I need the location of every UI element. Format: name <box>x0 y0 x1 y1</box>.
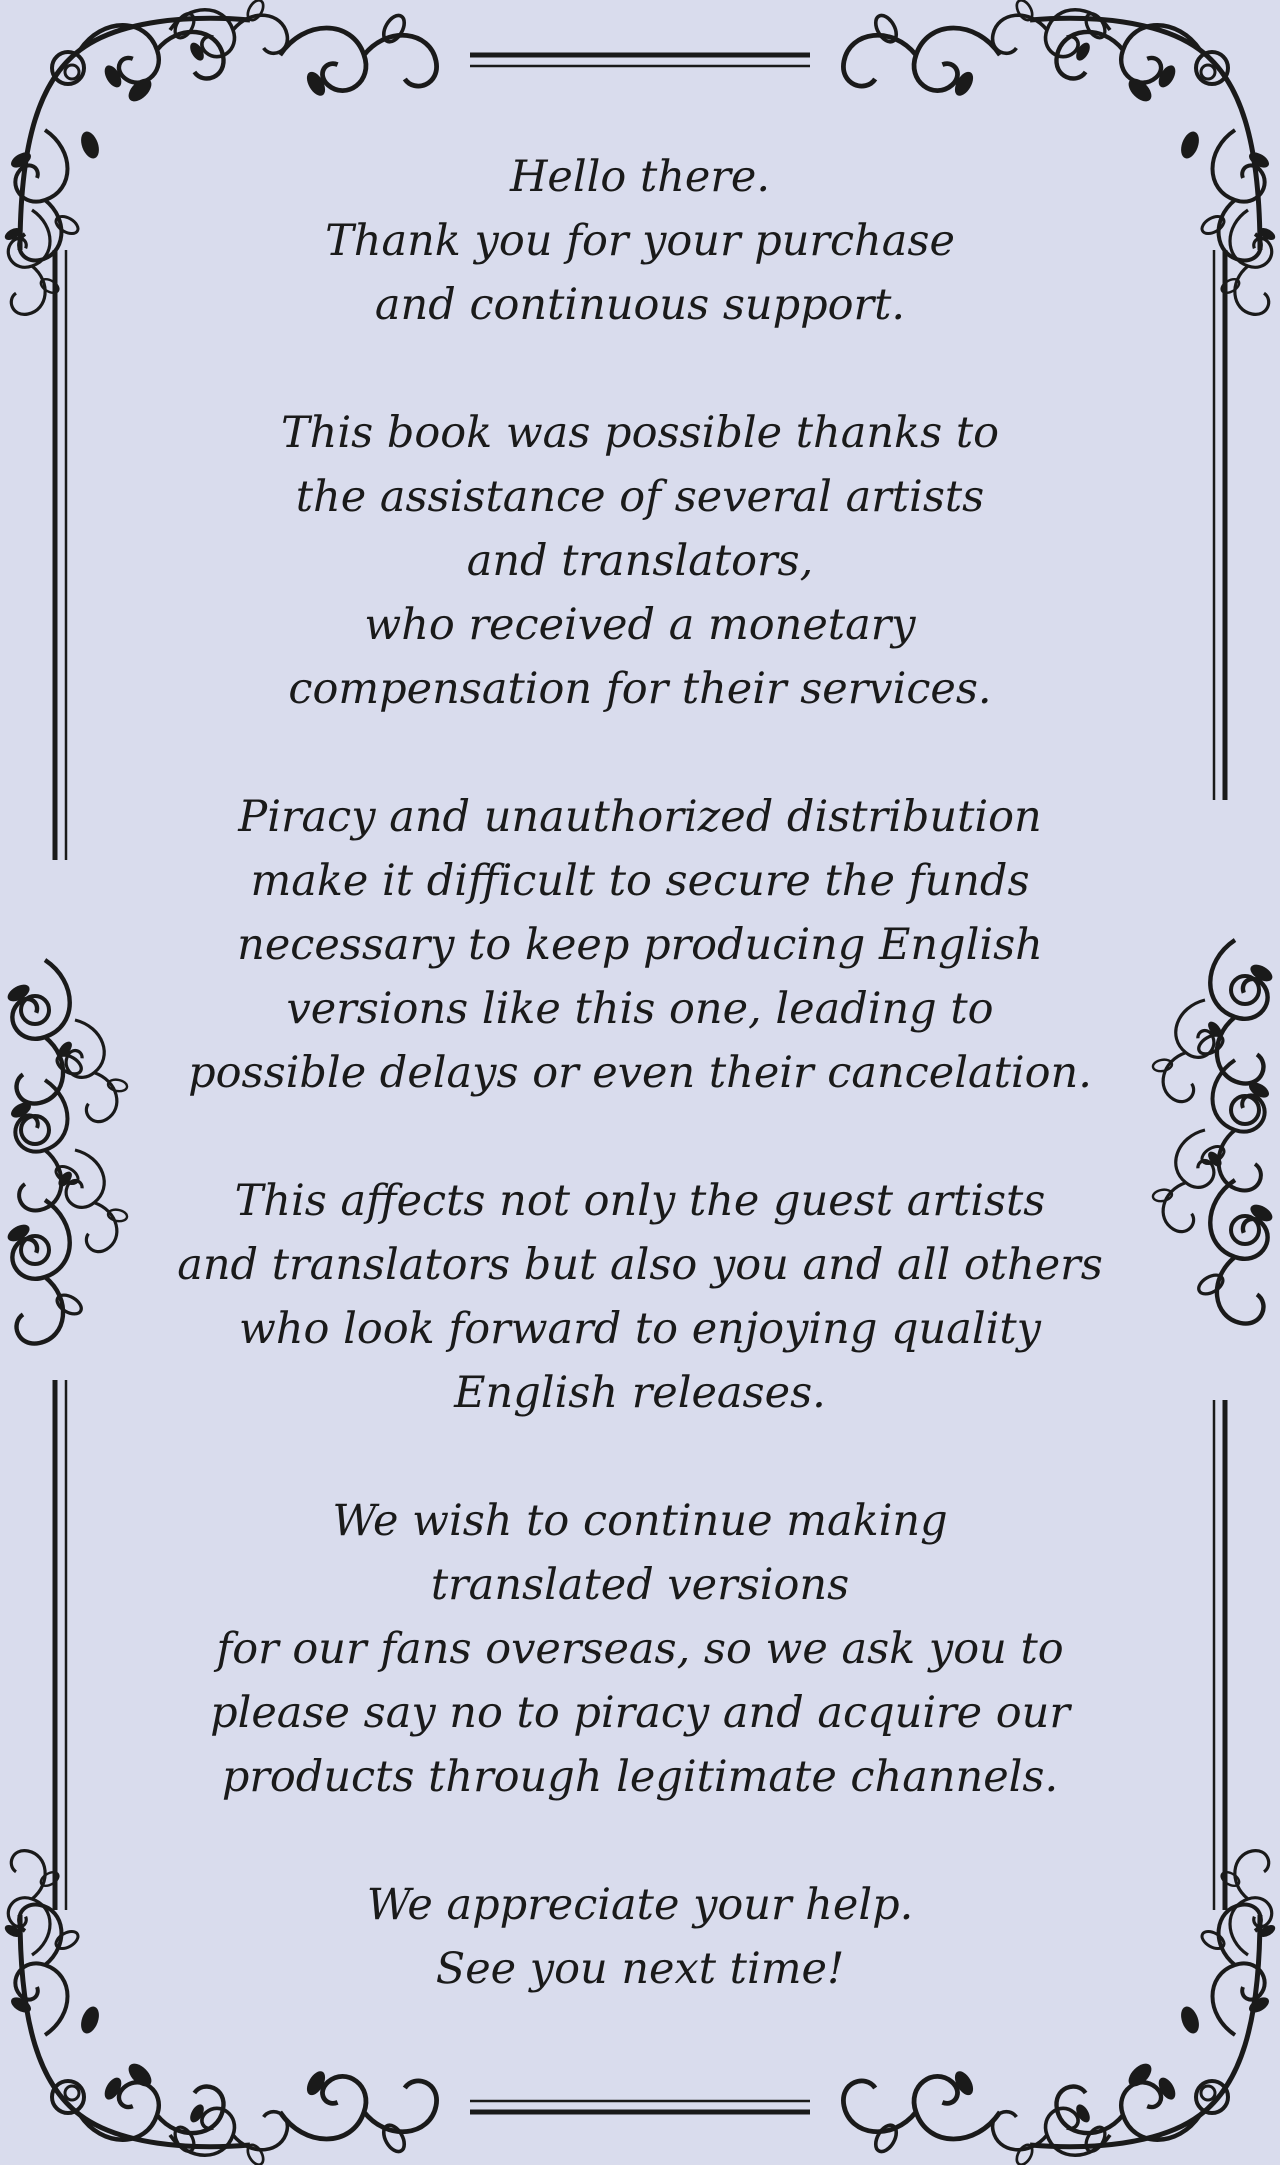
text-line: We wish to continue making <box>332 1496 948 1546</box>
text-line: English releases. <box>454 1368 826 1418</box>
text-line: compensation for their services. <box>288 664 992 714</box>
text-line: We appreciate your help. <box>366 1880 914 1930</box>
text-line: versions like this one, leading to <box>286 984 994 1034</box>
text-line: who look forward to enjoying quality <box>239 1304 1041 1354</box>
credits-paragraph <box>110 401 1170 721</box>
text-line: make it difficult to secure the funds <box>250 856 1030 906</box>
letter-body <box>110 145 1170 2001</box>
text-line: This book was possible thanks to <box>280 408 1000 458</box>
text-line: and translators but also you and all others <box>177 1240 1103 1290</box>
greeting-paragraph <box>110 145 1170 337</box>
text-line: possible delays or even their cancelation. <box>188 1048 1092 1098</box>
text-line: who received a monetary <box>364 600 916 650</box>
text-line: necessary to keep producing English <box>237 920 1043 970</box>
text-line: please say no to piracy and acquire our <box>210 1688 1070 1738</box>
text-line: the assistance of several artists <box>295 472 985 522</box>
text-line: products through legitimate channels. <box>221 1752 1059 1802</box>
text-line: Thank you for your purchase <box>325 216 955 266</box>
text-line: translated versions <box>430 1560 850 1610</box>
closing-paragraph <box>110 1873 1170 2001</box>
text-line: Piracy and unauthorized distribution <box>238 792 1042 842</box>
text-line: See you next time! <box>435 1944 845 1994</box>
text-line: for our fans overseas, so we ask you to <box>216 1624 1064 1674</box>
text-line: Hello there. <box>509 152 771 202</box>
text-line: This affects not only the guest artists <box>234 1176 1046 1226</box>
text-line: and translators, <box>466 536 814 586</box>
impact-paragraph <box>110 1169 1170 1425</box>
piracy-paragraph <box>110 785 1170 1105</box>
text-line: and continuous support. <box>374 280 906 330</box>
request-paragraph <box>110 1489 1170 1809</box>
